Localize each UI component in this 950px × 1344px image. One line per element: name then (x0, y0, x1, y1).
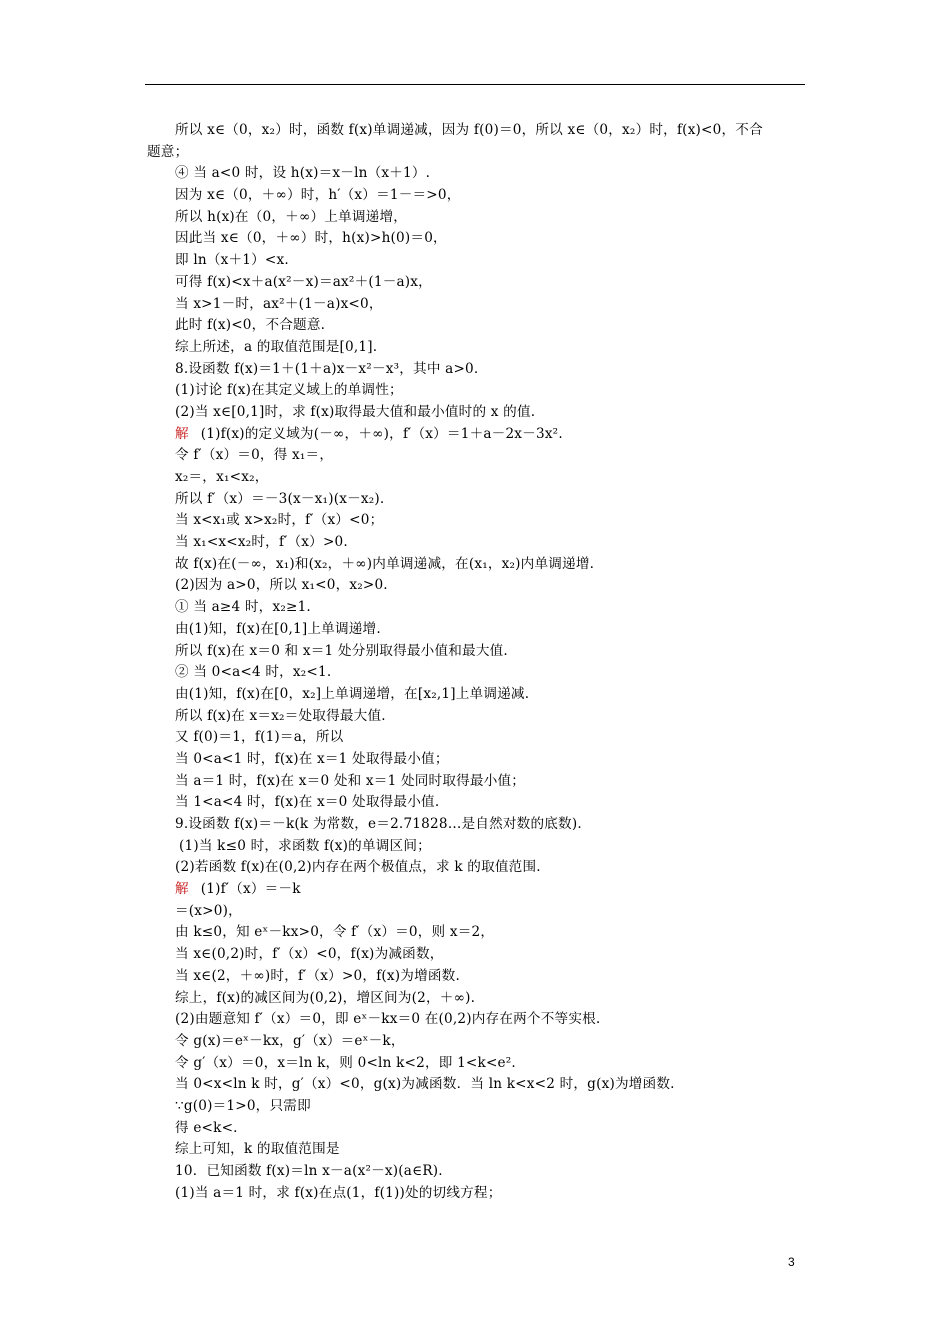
text-line: 令 g(x)＝eˣ－kx，g′（x）＝eˣ－k， (175, 1032, 405, 1049)
text-line: 综上所述，a 的取值范围是[0,1]. (175, 338, 378, 355)
text-line: 即 ln（x＋1）<x. (175, 252, 289, 269)
text-line: 当 0<a<1 时，f(x)在 x＝1 处取得最小值； (175, 750, 449, 767)
text-line: (1)当 a＝1 时，求 f(x)在点(1，f(1))处的切线方程； (175, 1184, 502, 1201)
text-line: 所以 f(x)在 x＝x₂＝处取得最大值. (175, 707, 386, 724)
text-line: ＝(x>0)， (175, 902, 242, 919)
text-line: 当 x∈(2，＋∞)时，f′（x）>0，f(x)为增函数. (175, 967, 461, 984)
text-line: 由(1)知，f(x)在[0,1]上单调递增. (175, 620, 381, 637)
text-line: 当 a＝1 时，f(x)在 x＝0 处和 x＝1 处同时取得最小值； (175, 772, 526, 789)
text-line: ① 当 a≥4 时，x₂≥1. (175, 599, 311, 616)
text-line: (2)当 x∈[0,1]时，求 f(x)取得最大值和最小值时的 x 的值. (175, 403, 536, 420)
solution-line (147, 879, 807, 901)
text-line: 可得 f(x)<x＋a(x²－x)＝ax²＋(1－a)x， (175, 273, 432, 290)
text-line: (2)若函数 f(x)在(0,2)内存在两个极值点，求 k 的取值范围. (175, 859, 541, 876)
problem-9-heading: 9.设函数 f(x)＝－k(k 为常数，e＝2.71828…是自然对数的底数). (175, 816, 582, 832)
text-line: 当 x₁<x<x₂时，f′（x）>0. (175, 534, 348, 551)
solution-text: (1)f′（x）＝－k (200, 881, 301, 898)
text-line: 由 k≤0，知 eˣ－kx>0，令 f′（x）＝0，则 x＝2， (175, 924, 495, 941)
text-line: (2)由题意知 f′（x）＝0，即 eˣ－kx＝0 在(0,2)内存在两个不等实根. (175, 1011, 601, 1028)
text-line: 当 x>1－时，ax²＋(1－a)x<0， (175, 295, 383, 312)
problem-8-heading: 8.设函数 f(x)＝1＋(1＋a)x－x²－x³，其中 a>0. (175, 360, 479, 377)
text-line: 所以 x∈（0，x₂）时，函数 f(x)单调递减，因为 f(0)＝0，所以 x∈（0，x₂）时，f(x)<0，不合 (175, 122, 763, 138)
text-line: 所以 f(x)在 x＝0 和 x＝1 处分别取得最小值和最大值. (175, 642, 508, 659)
text-line: 题意； (147, 143, 189, 160)
text-line: ④ 当 a<0 时，设 h(x)＝x－ln（x＋1）. (175, 165, 431, 182)
text-line: 因为 x∈（0，＋∞）时，h′（x）＝1－＝>0， (175, 187, 461, 204)
text-line: 综上，f(x)的减区间为(0,2)，增区间为(2，＋∞). (175, 989, 476, 1006)
text-line: 令 f′（x）＝0，得 x₁＝， (175, 447, 334, 464)
problem-10-heading: 10．已知函数 f(x)＝ln x－a(x²－x)(a∈R). (175, 1163, 443, 1179)
text-line: 令 g′（x）＝0，x＝ln k，则 0<ln k<2，即 1<k<e². (175, 1054, 516, 1071)
text-line: 得 e<k<. (175, 1119, 238, 1136)
solution-line (147, 424, 807, 446)
text-line: 当 1<a<4 时，f(x)在 x＝0 处取得最小值. (175, 794, 440, 811)
text-line: 又 f(0)＝1，f(1)＝a，所以 (175, 729, 344, 746)
solution-label: 解 (175, 425, 189, 442)
text-line: 由(1)知，f(x)在[0，x₂]上单调递增，在[x₂,1]上单调递减. (175, 685, 530, 702)
header-rule (145, 84, 805, 85)
text-line: 当 x<x₁或 x>x₂时，f′（x）<0； (175, 512, 384, 529)
text-line: 故 f(x)在(－∞，x₁)和(x₂，＋∞)内单调递减，在(x₁，x₂)内单调递增. (175, 555, 595, 572)
solution-text: (1)f(x)的定义域为(－∞，＋∞)，f′（x）＝1＋a－2x－3x². (200, 425, 563, 442)
text-line: 所以 h(x)在（0，＋∞）上单调递增， (175, 208, 408, 225)
page-number: 3 (788, 1255, 795, 1269)
text-line: 所以 f′（x）＝－3(x－x₁)(x－x₂). (175, 490, 385, 507)
text-line: (1)当 k≤0 时，求函数 f(x)的单调区间； (179, 837, 431, 854)
text-line: ∵g(0)＝1>0，只需即 (175, 1097, 311, 1114)
text-line: 此时 f(x)<0，不合题意. (175, 317, 326, 334)
text-line: 当 0<x<ln k 时，g′（x）<0，g(x)为减函数．当 ln k<x<2 时，g(x)为增函数. (175, 1076, 675, 1093)
text-line: x₂＝，x₁<x₂， (175, 469, 269, 485)
page-content (147, 120, 807, 1204)
text-line: 当 x∈(0,2)时，f′（x）<0，f(x)为减函数， (175, 946, 444, 963)
text-line: (1)讨论 f(x)在其定义域上的单调性； (175, 382, 403, 399)
text-line: (2)因为 a>0，所以 x₁<0，x₂>0. (175, 577, 388, 594)
text-line: ② 当 0<a<4 时，x₂<1. (175, 664, 332, 681)
text-line: 因此当 x∈（0，＋∞）时，h(x)>h(0)＝0， (175, 230, 447, 247)
solution-label: 解 (175, 881, 189, 898)
text-line: 综上可知，k 的取值范围是 (175, 1141, 340, 1158)
